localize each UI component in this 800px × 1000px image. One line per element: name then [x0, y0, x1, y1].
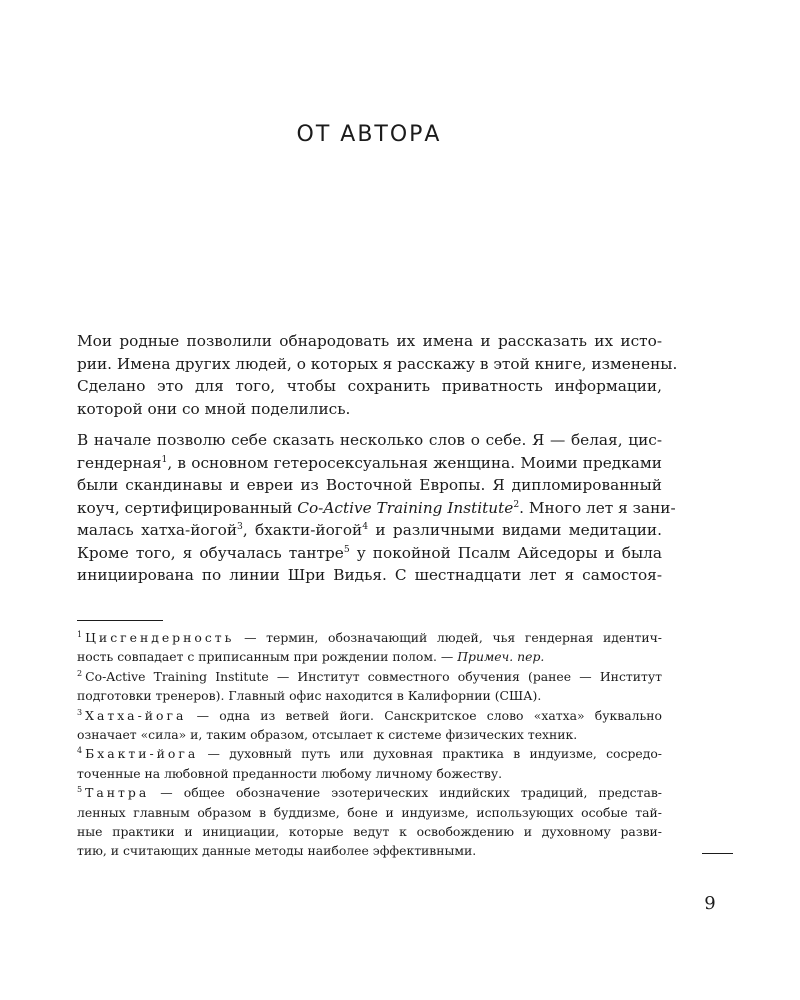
- text-line: которой они со мной поделились.: [77, 399, 351, 418]
- text-line: [77, 519, 662, 542]
- text-span: , бхакти-йогой: [242, 521, 363, 539]
- text-span: коуч, сертифицированный: [77, 498, 298, 517]
- footnote-ref[interactable]: 5: [343, 543, 350, 555]
- footnote-number: 3: [77, 707, 83, 717]
- text-line: [77, 706, 662, 725]
- text-span: у покойной Псалм Айседоры и была: [349, 543, 663, 562]
- page-number: 9: [704, 893, 716, 914]
- text-line: [77, 542, 662, 565]
- text-line: ные практики и инициации, которые ведут к освобождению и духовному разви-: [77, 824, 662, 840]
- footnote-ref[interactable]: 1: [161, 453, 168, 465]
- footnote-term: Хатха-йога: [85, 707, 187, 723]
- body-text: [77, 330, 678, 596]
- text-span: , в основном гетеросексуальная женщина. Моими предками: [167, 453, 662, 472]
- text-span: гендерная: [77, 453, 162, 472]
- text-line: Сделано это для того, чтобы сохранить приватность информации,: [77, 377, 662, 395]
- paragraph: [77, 429, 676, 587]
- footnote-1: [77, 628, 662, 667]
- text-line: [77, 783, 662, 802]
- text-line: [77, 628, 662, 647]
- text-line: [77, 744, 662, 763]
- text-span: ность совпадает с приписанным при рождении полом. —: [77, 649, 458, 665]
- text-line: тию, и считающих данные методы наиболее эффективными.: [77, 843, 477, 859]
- italic-text: Co-Active Training Institute: [297, 498, 514, 517]
- text-span: малась хатха-йогой: [77, 521, 238, 539]
- text-span: — термин, обозначающий людей, чья гендерная идентич-: [234, 630, 662, 645]
- footnote-term: Тантра: [85, 785, 150, 801]
- footnote-term: Цисгендерность: [85, 630, 235, 645]
- text-line: [77, 647, 662, 666]
- footnote-number: 2: [77, 668, 83, 678]
- text-line: были скандинавы и евреи из Восточной Европы. Я дипломированный: [77, 476, 662, 494]
- footnote-term: Бхакти-йога: [85, 746, 199, 762]
- footnote-2: [77, 667, 662, 706]
- text-span: Co-Active Training Institute — Институт совместного обучения (ранее — Институт: [85, 668, 662, 684]
- text-line: [77, 667, 662, 686]
- text-span: — духовный путь или духовная практика в индуизме, сосредо-: [198, 746, 662, 762]
- text-line: инициирована по линии Шри Видья. С шестнадцати лет я самостоя-: [77, 566, 662, 584]
- paragraph: [77, 330, 678, 420]
- page-number-rule: [702, 853, 733, 854]
- italic-text: Примеч. пер.: [457, 649, 545, 665]
- text-span: Кроме того, я обучалась тантре: [77, 543, 344, 562]
- text-line: В начале позволю себе сказать несколько слов о себе. Я — белая, цис-: [77, 431, 662, 449]
- footnote-divider: [77, 620, 163, 621]
- text-line: рии. Имена других людей, о которых я расскажу в этой книге, изменены.: [77, 354, 678, 373]
- text-line: Мои родные позволили обнародовать их имена и рассказать их исто-: [77, 332, 662, 350]
- text-line: точенные на любовной преданности любому личному божеству.: [77, 765, 503, 781]
- text-span: — общее обозначение эзотерических индийских традиций, представ-: [149, 785, 662, 801]
- footnote-4: [77, 744, 662, 783]
- text-line: [77, 497, 676, 520]
- text-span: и различными видами медитации.: [368, 521, 662, 539]
- footnote-3: [77, 706, 662, 745]
- footnotes: [77, 628, 662, 861]
- footnote-ref[interactable]: 3: [237, 520, 243, 532]
- footnote-number: 1: [77, 629, 83, 639]
- chapter-title: ОТ АВТОРА: [296, 122, 442, 147]
- text-span: . Много лет я зани-: [519, 498, 676, 517]
- text-line: подготовки тренеров). Главный офис находится в Калифорнии (США).: [77, 688, 542, 704]
- footnote-number: 4: [77, 746, 83, 756]
- footnote-number: 5: [77, 785, 83, 795]
- footnote-ref[interactable]: 2: [513, 498, 520, 510]
- footnote-5: [77, 783, 662, 861]
- text-line: ленных главным образом в буддизме, боне и индуизме, использующих особые тай-: [77, 804, 662, 820]
- text-line: означает «сила» и, таким образом, отсылает к системе физических техник.: [77, 727, 578, 743]
- footnote-ref[interactable]: 4: [362, 520, 369, 532]
- text-span: — одна из ветвей йоги. Санскритское слово «хатха» буквально: [186, 707, 662, 723]
- text-line: [77, 452, 662, 475]
